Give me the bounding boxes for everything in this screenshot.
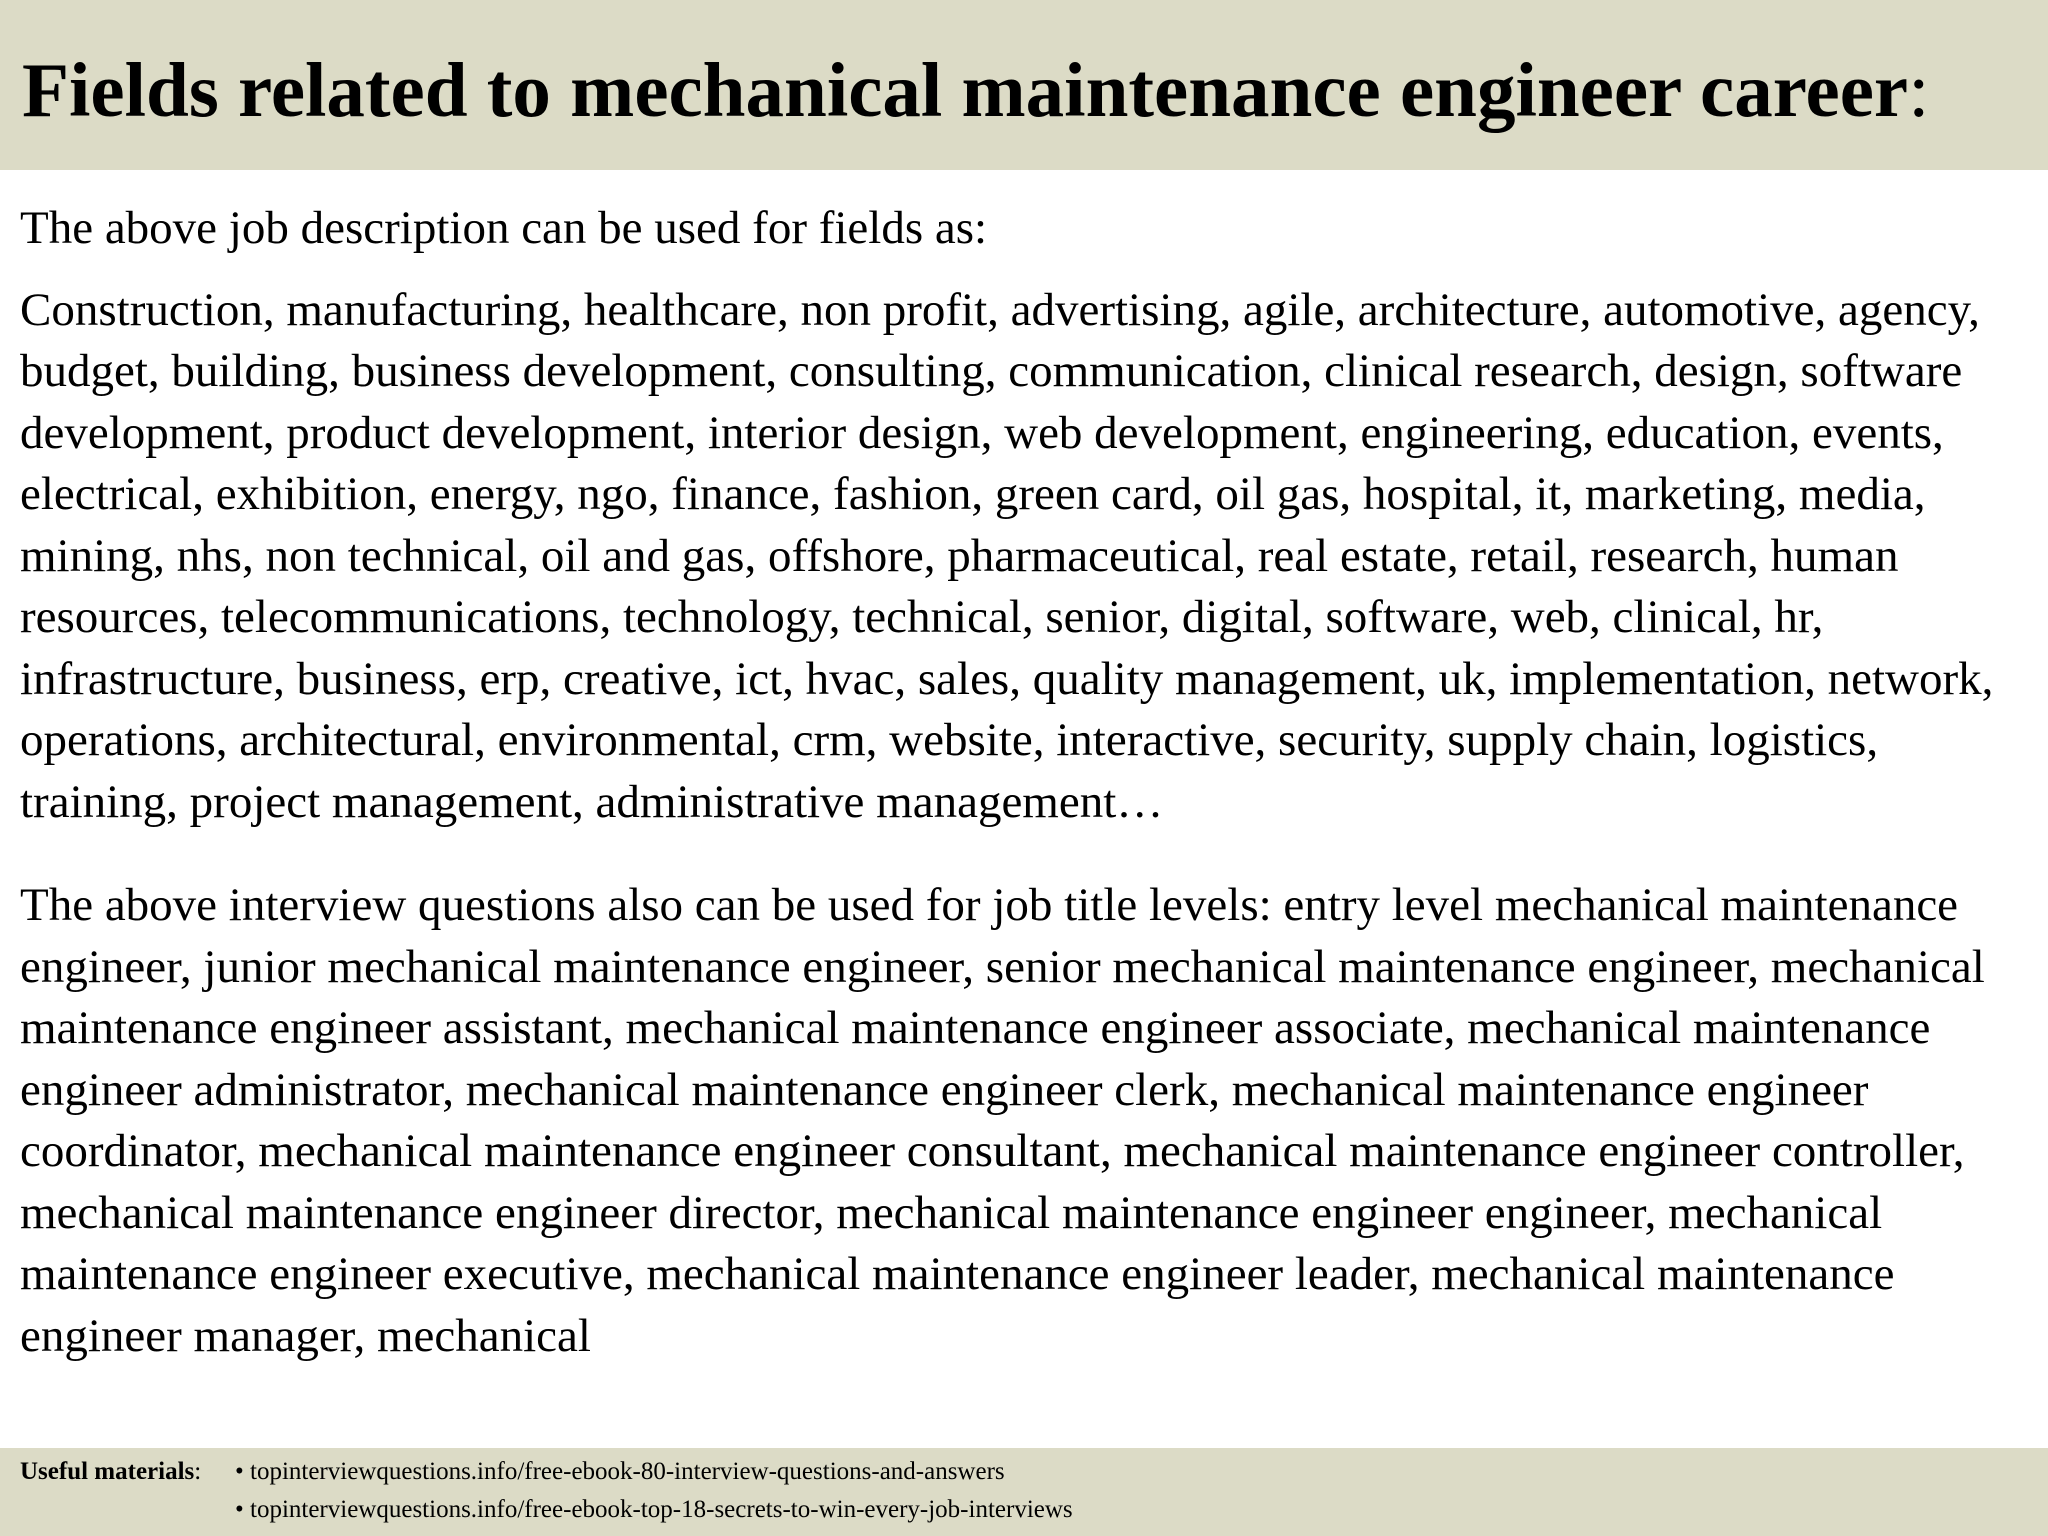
useful-materials-colon: : <box>194 1458 202 1485</box>
useful-materials-label-text: Useful materials <box>20 1458 195 1485</box>
footer-link-ebook-18-secrets[interactable]: • topinterviewquestions.info/free-ebook-top-18-secrets-to-win-every-job-interviews <box>235 1496 1073 1523</box>
intro-paragraph: The above job description can be used for fields as: <box>20 202 988 254</box>
slide-title-text: Fields related to mechanical maintenance engineer career <box>22 47 1909 133</box>
job-titles-paragraph: The above interview questions also can be used for job title levels: entry level mechanical maintenance engineer, junior mechanical maintenance engineer, senior mechanical maintenance engineer, mechanical maintenance engineer assistant, mechanical maintenance engineer associate, mechanical maintenance engineer administrator, mechanical maintenance engineer clerk, mechanical maintenance engineer coordinator, mechanical maintenance engineer consultant, mechanical maintenance engineer controller, mechanical maintenance engineer director, mechanical maintenance engineer engineer, mechanical maintenance engineer executive, mechanical maintenance engineer leader, mechanical maintenance engineer manager, mechanical <box>20 879 1985 1362</box>
useful-materials-label <box>20 1456 201 1488</box>
fields-paragraph: Construction, manufacturing, healthcare, non profit, advertising, agile, architecture, automotive, agency, budget, building, business development, consulting, communication, clinical research, design, software development, product development, interior design, web development, engineering, education, events, electrical, exhibition, energy, ngo, finance, fashion, green card, oil gas, hospital, it, marketing, media, mining, nhs, non technical, oil and gas, offshore, pharmaceutical, real estate, retail, research, human resources, telecommunications, technology, technical, senior, digital, software, web, clinical, hr, infrastructure, business, erp, creative, ict, hvac, sales, quality management, uk, implementation, network, operations, architectural, environmental, crm, website, interactive, security, supply chain, logistics, training, project management, administrative management… <box>20 283 1994 828</box>
slide-title <box>22 44 1929 136</box>
footer-link-ebook-80-questions[interactable]: • topinterviewquestions.info/free-ebook-80-interview-questions-and-answers <box>235 1458 1005 1485</box>
slide-body <box>20 198 2035 1450</box>
slide-title-colon: : <box>1908 47 1930 133</box>
